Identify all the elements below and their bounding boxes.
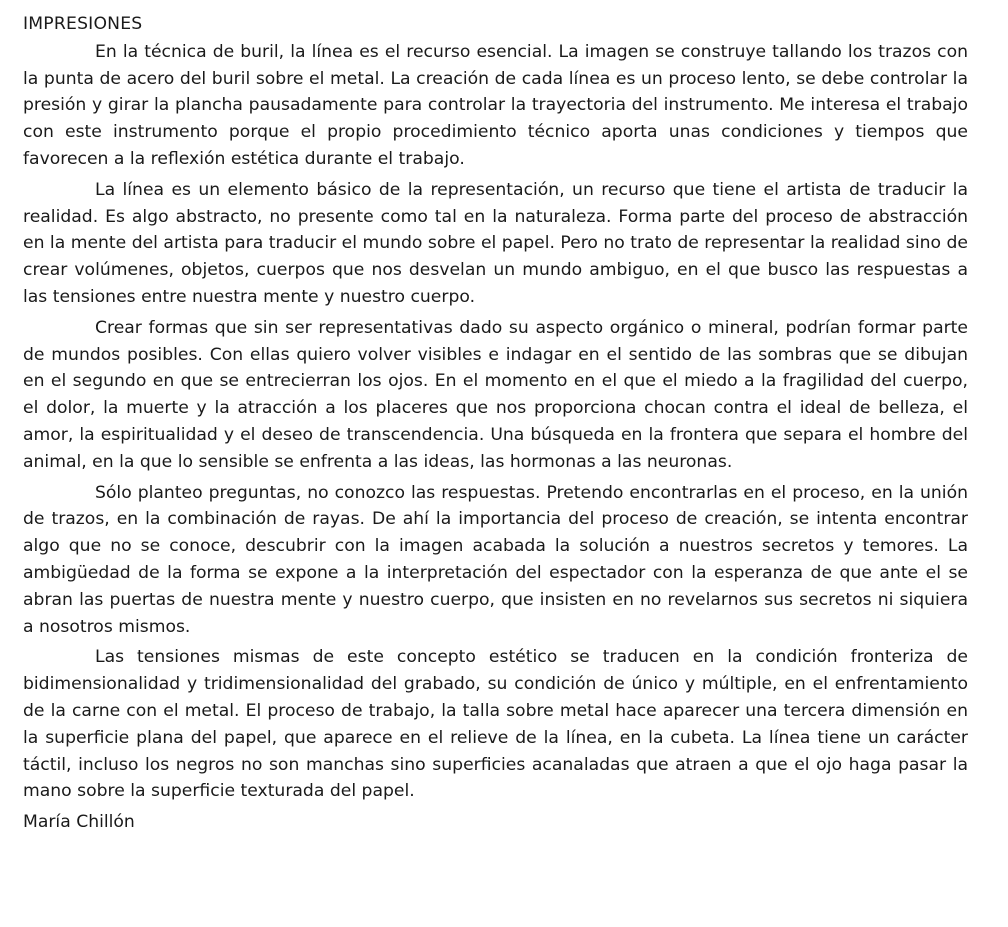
paragraph-1: En la técnica de buril, la línea es el recurso esencial. La imagen se construye tallando los trazos con la punta de acero del buril sobre el metal. La creación de cada línea es un proceso lento, se debe controlar la presión y girar la plancha pausadamente para controlar la trayectoria del instrumento. Me interesa el trabajo con este instrumento porque el propio procedimiento técnico aporta unas condiciones y tiempos que favorecen a la reflexión estética durante el trabajo.: [23, 41, 968, 169]
paragraph-2: La línea es un elemento básico de la representación, un recurso que tiene el artista de traducir la realidad. Es algo abstracto, no presente como tal en la naturaleza. Forma parte del proceso de abstracción en la mente del artista para traducir el mundo sobre el papel. Pero no trato de representar la realidad sino de crear volúmenes, objetos, cuerpos que nos desvelan un mundo ambiguo, en el que busco las respuestas a las tensiones entre nuestra mente y nuestro cuerpo.: [23, 179, 968, 307]
paragraph-4: Sólo planteo preguntas, no conozco las respuestas. Pretendo encontrarlas en el proceso, en la unión de trazos, en la combinación de rayas. De ahí la importancia del proceso de creación, se intenta encontrar algo que no se conoce, descubrir con la imagen acabada la solución a nuestros secretos y temores. La ambigüedad de la forma se expone a la interpretación del espectador con la esperanza de que ante el se abran las puertas de nuestra mente y nuestro cuerpo, que insisten en no revelarnos sus secretos ni siquiera a nosotros mismos.: [23, 482, 968, 637]
document-title: IMPRESIONES: [23, 14, 143, 34]
document-page: [23, 11, 968, 836]
paragraph-3: Crear formas que sin ser representativas dado su aspecto orgánico o mineral, podrían formar parte de mundos posibles. Con ellas quiero volver visibles e indagar en el sentido de las sombras que se dibujan en el segundo en que se entrecierran los ojos. En el momento en el que el miedo a la fragilidad del cuerpo, el dolor, la muerte y la atracción a los placeres que nos proporciona chocan contra el ideal de belleza, el amor, la espiritualidad y el deseo de transcendencia. Una búsqueda en la frontera que separa el hombre del animal, en la que lo sensible se enfrenta a las ideas, las hormonas a las neuronas.: [23, 317, 968, 472]
paragraph-5: Las tensiones mismas de este concepto estético se traducen en la condición fronteriza de bidimensionalidad y tridimensionalidad del grabado, su condición de único y múltiple, en el enfrentamiento de la carne con el metal. El proceso de trabajo, la talla sobre metal hace aparecer una tercera dimensión en la superficie plana del papel, que aparece en el relieve de la línea, en la cubeta. La línea tiene un carácter táctil, incluso los negros no son manchas sino superficies acanaladas que atraen a que el ojo haga pasar la mano sobre la superficie texturada del papel.: [23, 647, 968, 802]
author-signature: María Chillón: [23, 812, 135, 833]
